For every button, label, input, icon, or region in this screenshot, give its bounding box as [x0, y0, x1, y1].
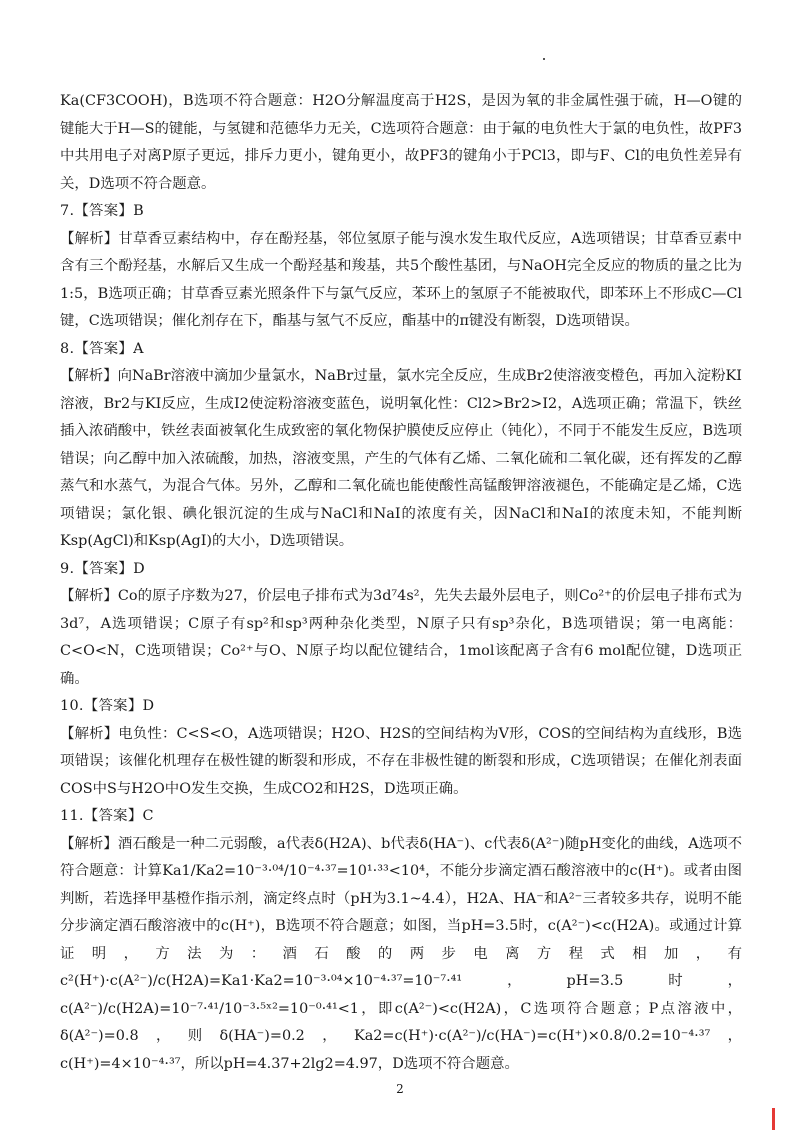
page-number: 2: [396, 1082, 404, 1096]
scan-edge-mark: [772, 1108, 775, 1130]
q7-analysis: 【解析】甘草香豆素结构中，存在酚羟基，邻位氢原子能与溴水发生取代反应，A选项错误；甘草香豆素中含有三个酚羟基，水解后又生成一个酚羟基和羧基，共5个酸性基团，与NaOH完全反应的物质的量之比为1:5，B选项正确；甘草香豆素光照条件下与氯气反应，苯环上的氢原子不能被取代，即苯环上不形成C—Cl键，C选项错误；催化剂存在下，酯基与氢气不反应，酯基中的π键没有断裂，D选项错误。: [60, 230, 742, 329]
q8-analysis: 【解析】向NaBr溶液中滴加少量氯水，NaBr过量，氯水完全反应，生成Br2使溶液变橙色，再加入淀粉KI溶液，Br2与KI反应，生成I2使淀粉溶液变蓝色，说明氧化性：Cl2>Br2>I2，A选项正确；常温下，铁丝插入浓硝酸中，铁丝表面被氧化生成致密的氧化物保护膜使反应停止（钝化），不同于不能发生反应，B选项错误；向乙醇中加入浓硫酸，加热，溶液变黑，产生的气体有乙烯、二氧化硫和二氧化碳，还有挥发的乙醇蒸气和水蒸气，为混合气体。另外，乙醇和二氧化硫也能使酸性高锰酸钾溶液褪色，不能确定是乙烯，C选项错误；氯化银、碘化银沉淀的生成与NaCl和NaI的浓度有关，因NaCl和NaI的浓度未知，不能判断Ksp(AgCl)和Ksp(AgI)的大小，D选项错误。: [60, 368, 742, 549]
document-body: [60, 88, 742, 1078]
q10-answer: 10.【答案】D: [60, 698, 155, 714]
q9-answer: 9.【答案】D: [60, 560, 145, 577]
q9-analysis: 【解析】Co的原子序数为27，价层电子排布式为3d⁷4s²，先失去最外层电子，则Co²⁺的价层电子排布式为3d⁷，A选项错误；C原子有sp²和sp³两种杂化类型，N原子只有sp³杂化，B选项错误；第一电离能：C<O<N，C选项错误；Co²⁺与O、N原子均以配位键结合，1mol该配离子含有6 mol配位键，D选项正确。: [60, 588, 742, 687]
q8-answer: 8.【答案】A: [60, 340, 144, 357]
q11-answer: 11.【答案】C: [60, 808, 154, 824]
scan-dot: [543, 58, 545, 60]
q6-analysis-tail: Ka(CF3COOH)，B选项不符合题意：H2O分解温度高于H2S，是因为氧的非金属性强于硫，H—O键的键能大于H—S的键能，与氢键和范德华力无关，C选项符合题意：由于氟的电负性大于氯的电负性，故PF3中共用电子对离P原子更远，排斥力更小，键角更小，故PF3的键角小于PCl3，即与F、Cl的电负性差异有关，D选项不符合题意。: [60, 93, 742, 192]
q10-analysis: 【解析】电负性：C<S<O，A选项错误；H2O、H2S的空间结构为V形，COS的空间结构为直线形，B选项错误；该催化机理存在极性键的断裂和形成，不存在非极性键的断裂和形成，C选项错误；在催化剂表面COS中S与H2O中O发生交换，生成CO2和H2S，D选项正确。: [60, 725, 742, 797]
q7-answer: 7.【答案】B: [60, 203, 144, 219]
q11-analysis: 【解析】酒石酸是一种二元弱酸，a代表δ(H2A)、b代表δ(HA⁻)、c代表δ(A²⁻)随pH变化的曲线，A选项不符合题意：计算Ka1/Ka2=10⁻³·⁰⁴/10⁻⁴·³⁷=10¹·³³<10⁴，不能分步滴定酒石酸溶液中的c(H⁺)。或者由图判断，若选择甲基橙作指示剂，滴定终点时（pH为3.1~4.4），H2A、HA⁻和A²⁻三者较多共存，说明不能分步滴定酒石酸溶液中的c(H⁺)，B选项不符合题意；如图，当pH=3.5时，c(A²⁻)<c(H2A)。或通过计算证明，方法为：酒石酸的两步电离方程式相加，有c²(H⁺)·c(A²⁻)/c(H2A)=Ka1·Ka2=10⁻³·⁰⁴×10⁻⁴·³⁷=10⁻⁷·⁴¹，pH=3.5时，c(A²⁻)/c(H2A)=10⁻⁷·⁴¹/10⁻³·⁵ˣ²=10⁻⁰·⁴¹<1，即c(A²⁻)<c(H2A)，C选项符合题意；P点溶液中，δ(A²⁻)=0.8，则δ(HA⁻)=0.2，Ka2=c(H⁺)·c(A²⁻)/c(HA⁻)=c(H⁺)×0.8/0.2=10⁻⁴·³⁷，c(H⁺)=4×10⁻⁴·³⁷，所以pH=4.37+2lg2=4.97，D选项不符合题意。: [60, 835, 742, 1072]
